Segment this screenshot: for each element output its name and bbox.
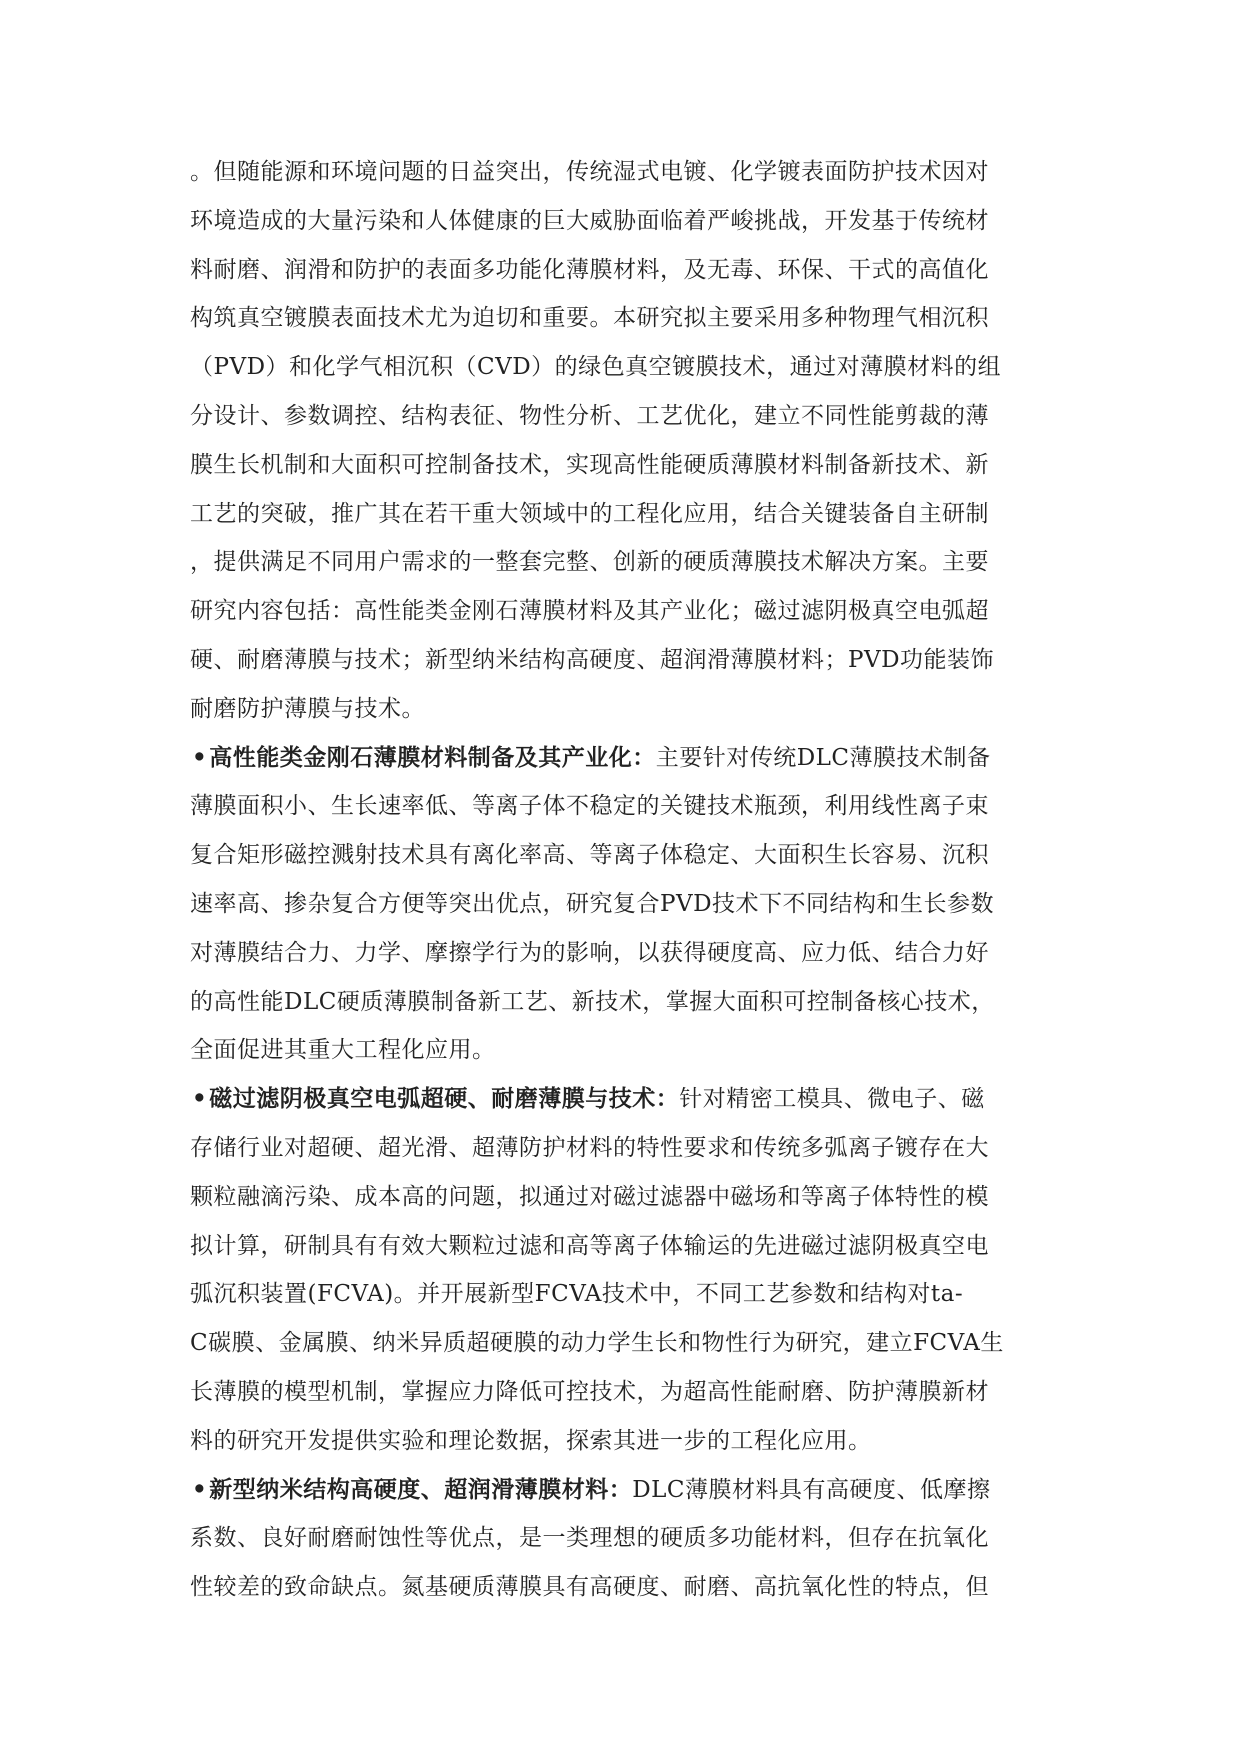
text-line: 存储行业对超硬、超光滑、超薄防护材料的特性要求和传统多弧离子镀存在大 (190, 1134, 989, 1161)
text-line: 分设计、参数调控、结构表征、物性分析、工艺优化，建立不同性能剪裁的薄 (190, 402, 989, 429)
text-line: 耐磨防护薄膜与技术。 (190, 695, 425, 722)
text-line: 系数、良好耐磨耐蚀性等优点，是一类理想的硬质多功能材料，但存在抗氧化 (190, 1525, 989, 1552)
text-line: 性较差的致命缺点。氮基硬质薄膜具有高硬度、耐磨、高抗氧化性的特点，但 (190, 1574, 989, 1601)
text-line: 长薄膜的模型机制，掌握应力降低可控技术，为超高性能耐磨、防护薄膜新材 (190, 1378, 989, 1405)
text-line: 全面促进其重大工程化应用。 (190, 1037, 496, 1064)
section-first-line-text: DLC薄膜材料具有高硬度、低摩擦 (632, 1476, 991, 1503)
text-line: 研究内容包括：高性能类金刚石薄膜材料及其产业化；磁过滤阴极真空电弧超 (190, 598, 989, 625)
section-first-line-text: 主要针对传统DLC薄膜技术制备 (655, 744, 991, 771)
bullet-icon: • (192, 1085, 208, 1113)
section-heading-line (192, 1466, 1050, 1515)
document-body (190, 148, 1050, 1612)
section-title: 磁过滤阴极真空电弧超硬、耐磨薄膜与技术： (209, 1085, 680, 1113)
section-heading-line (192, 1075, 1050, 1124)
text-line: 膜生长机制和大面积可控制备技术，实现高性能硬质薄膜材料制备新技术、新 (190, 451, 989, 478)
text-line: 构筑真空镀膜表面技术尤为迫切和重要。本研究拟主要采用多种物理气相沉积 (190, 305, 989, 332)
text-line: C碳膜、金属膜、纳米异质超硬膜的动力学生长和物性行为研究，建立FCVA生 (190, 1330, 1004, 1357)
text-line: 料的研究开发提供实验和理论数据，探索其进一步的工程化应用。 (190, 1427, 872, 1454)
text-line: 环境造成的大量污染和人体健康的巨大威胁面临着严峻挑战，开发基于传统材 (190, 207, 989, 234)
text-line: 速率高、掺杂复合方便等突出优点，研究复合PVD技术下不同结构和生长参数 (190, 890, 995, 917)
text-line: ，提供满足不同用户需求的一整套完整、创新的硬质薄膜技术解决方案。主要 (190, 549, 989, 576)
intro-paragraph (190, 148, 1050, 734)
text-line: 拟计算，研制具有有效大颗粒过滤和高等离子体输运的先进磁过滤阴极真空电 (190, 1232, 989, 1259)
section-fcva-films (190, 1075, 1050, 1465)
text-line: 弧沉积装置(FCVA)。并开展新型FCVA技术中，不同工艺参数和结构对ta- (190, 1281, 964, 1308)
section-title: 高性能类金刚石薄膜材料制备及其产业化： (209, 743, 656, 771)
section-nano-films (190, 1466, 1050, 1612)
text-line: 硬、耐磨薄膜与技术；新型纳米结构高硬度、超润滑薄膜材料；PVD功能装饰 (190, 646, 995, 673)
text-line: （PVD）和化学气相沉积（CVD）的绿色真空镀膜技术，通过对薄膜材料的组 (190, 354, 1002, 381)
section-heading-line (192, 734, 1050, 783)
section-first-line-text: 针对精密工模具、微电子、磁 (679, 1086, 985, 1113)
text-line: 复合矩形磁控溅射技术具有离化率高、等离子体稳定、大面积生长容易、沉积 (190, 842, 989, 869)
section-title: 新型纳米结构高硬度、超润滑薄膜材料： (209, 1475, 633, 1503)
bullet-icon: • (192, 1475, 208, 1503)
text-line: 的高性能DLC硬质薄膜制备新工艺、新技术，掌握大面积可控制备核心技术， (190, 988, 995, 1015)
text-line: 。但随能源和环境问题的日益突出，传统湿式电镀、化学镀表面防护技术因对 (190, 159, 989, 185)
text-line: 薄膜面积小、生长速率低、等离子体不稳定的关键技术瓶颈，利用线性离子束 (190, 793, 989, 820)
bullet-icon: • (192, 743, 208, 771)
text-line: 对薄膜结合力、力学、摩擦学行为的影响，以获得硬度高、应力低、结合力好 (190, 939, 989, 966)
text-line: 料耐磨、润滑和防护的表面多功能化薄膜材料，及无毒、环保、干式的高值化 (190, 256, 989, 283)
text-line: 颗粒融滴污染、成本高的问题，拟通过对磁过滤器中磁场和等离子体特性的模 (190, 1183, 989, 1210)
section-dlc-films (190, 734, 1050, 1076)
text-line: 工艺的突破，推广其在若干重大领域中的工程化应用，结合关键装备自主研制 (190, 500, 989, 527)
